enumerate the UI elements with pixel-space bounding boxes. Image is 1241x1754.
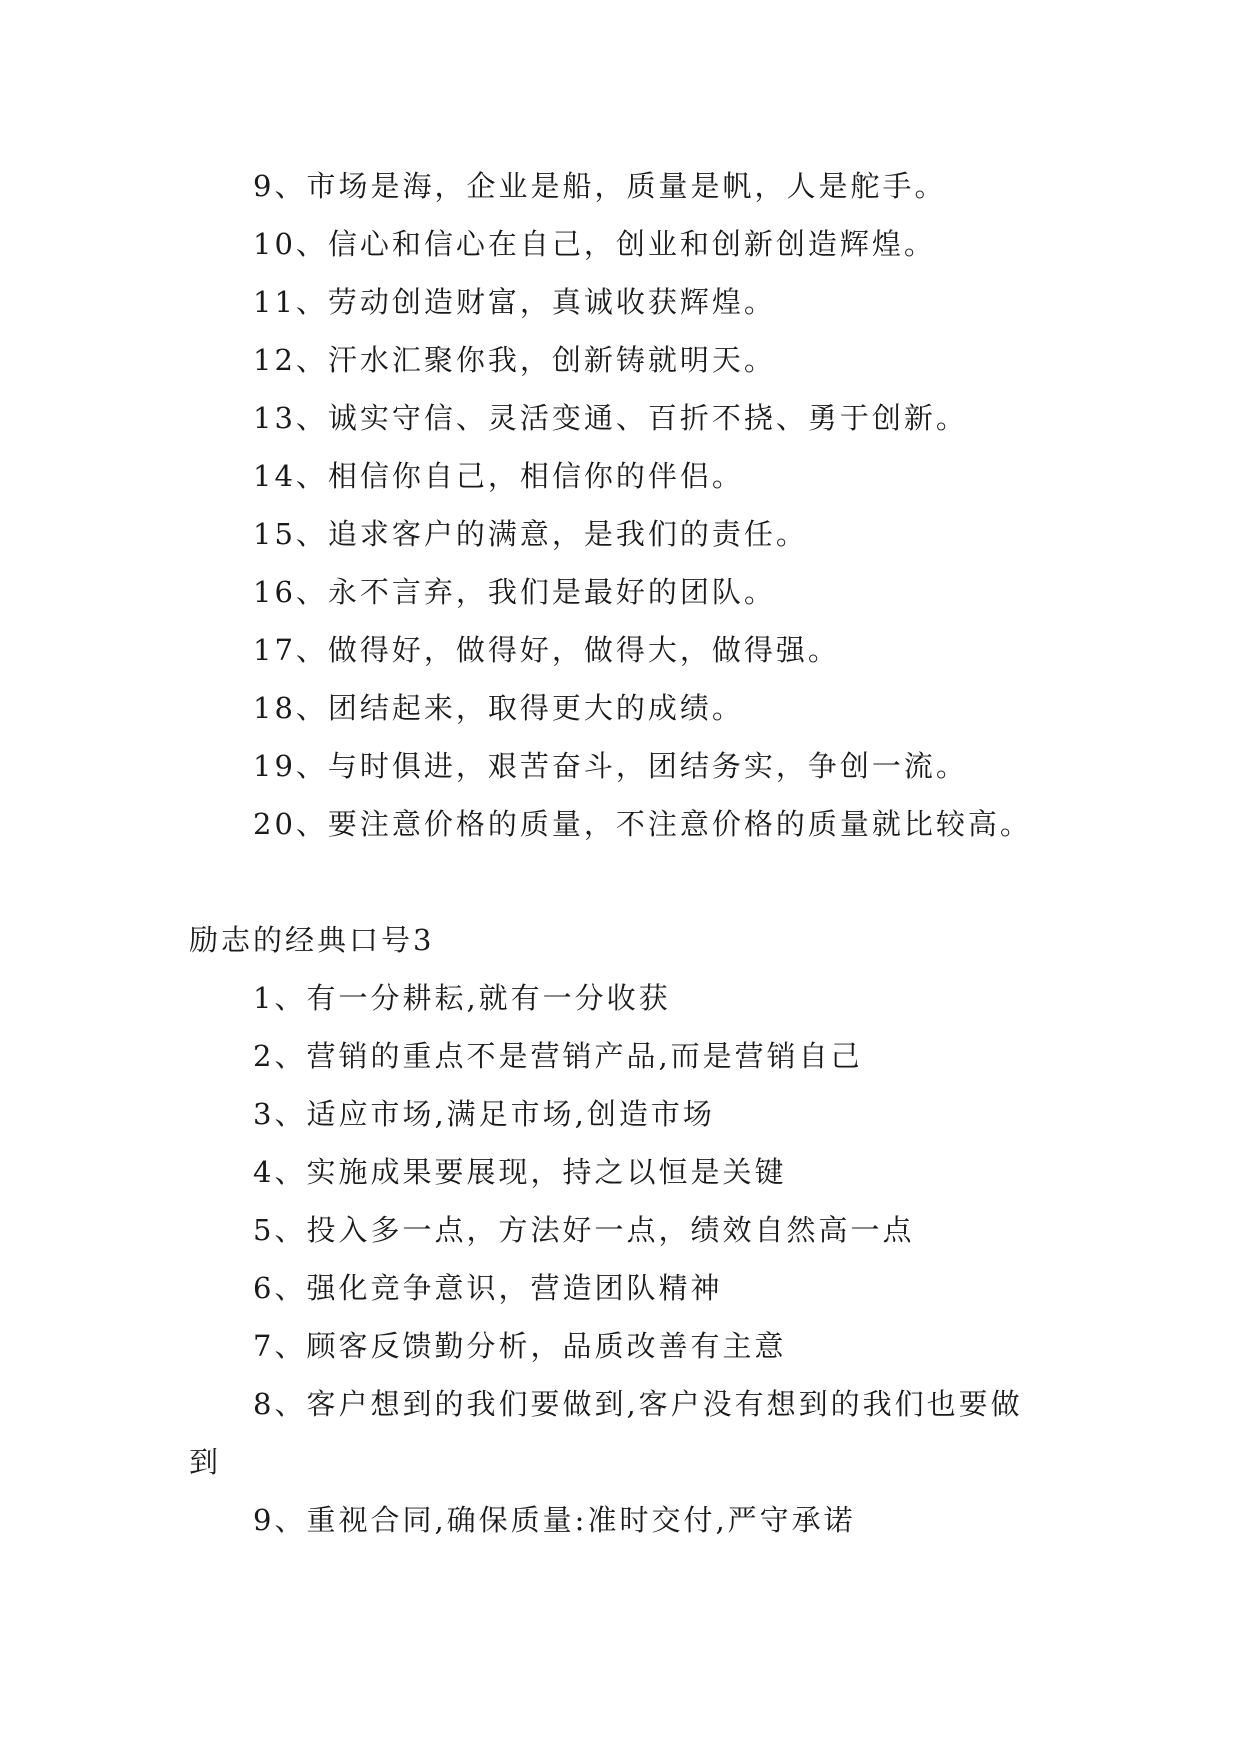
list-item: 12、汗水汇聚你我，创新铸就明天。 xyxy=(253,343,776,377)
list-item: 20、要注意价格的质量，不注意价格的质量就比较高。 xyxy=(253,807,1032,841)
list-item: 1、有一分耕耘,就有一分收获 xyxy=(253,981,671,1015)
list-item: 18、团结起来，取得更大的成绩。 xyxy=(253,691,744,725)
list-item: 6、强化竞争意识，营造团队精神 xyxy=(253,1271,723,1305)
list-item: 10、信心和信心在自己，创业和创新创造辉煌。 xyxy=(253,227,936,261)
list-item: 15、追求客户的满意，是我们的责任。 xyxy=(253,517,808,551)
list-item: 14、相信你自己，相信你的伴侣。 xyxy=(253,459,744,493)
list-item: 17、做得好，做得好，做得大，做得强。 xyxy=(253,633,840,667)
list-item: 5、投入多一点，方法好一点，绩效自然高一点 xyxy=(253,1213,915,1247)
list-item: 4、实施成果要展现，持之以恒是关键 xyxy=(253,1155,787,1189)
list-item: 11、劳动创造财富，真诚收获辉煌。 xyxy=(253,285,776,319)
list-item: 9、市场是海，企业是船，质量是帆，人是舵手。 xyxy=(253,169,947,203)
list-item: 9、重视合同,确保质量:准时交付,严守承诺 xyxy=(253,1503,856,1537)
list-item: 2、营销的重点不是营销产品,而是营销自己 xyxy=(253,1039,863,1073)
list-item: 7、顾客反馈勤分析，品质改善有主意 xyxy=(253,1329,787,1363)
list-item: 19、与时俱进，艰苦奋斗，团结务实，争创一流。 xyxy=(253,749,968,783)
list-item: 13、诚实守信、灵活变通、百折不挠、勇于创新。 xyxy=(253,401,968,435)
list-item-continuation: 到 xyxy=(189,1445,222,1479)
section-heading: 励志的经典口号3 xyxy=(189,923,435,957)
list-item: 3、适应市场,满足市场,创造市场 xyxy=(253,1097,715,1131)
list-item: 8、客户想到的我们要做到,客户没有想到的我们也要做 xyxy=(253,1387,1023,1421)
list-item: 16、永不言弃，我们是最好的团队。 xyxy=(253,575,776,609)
